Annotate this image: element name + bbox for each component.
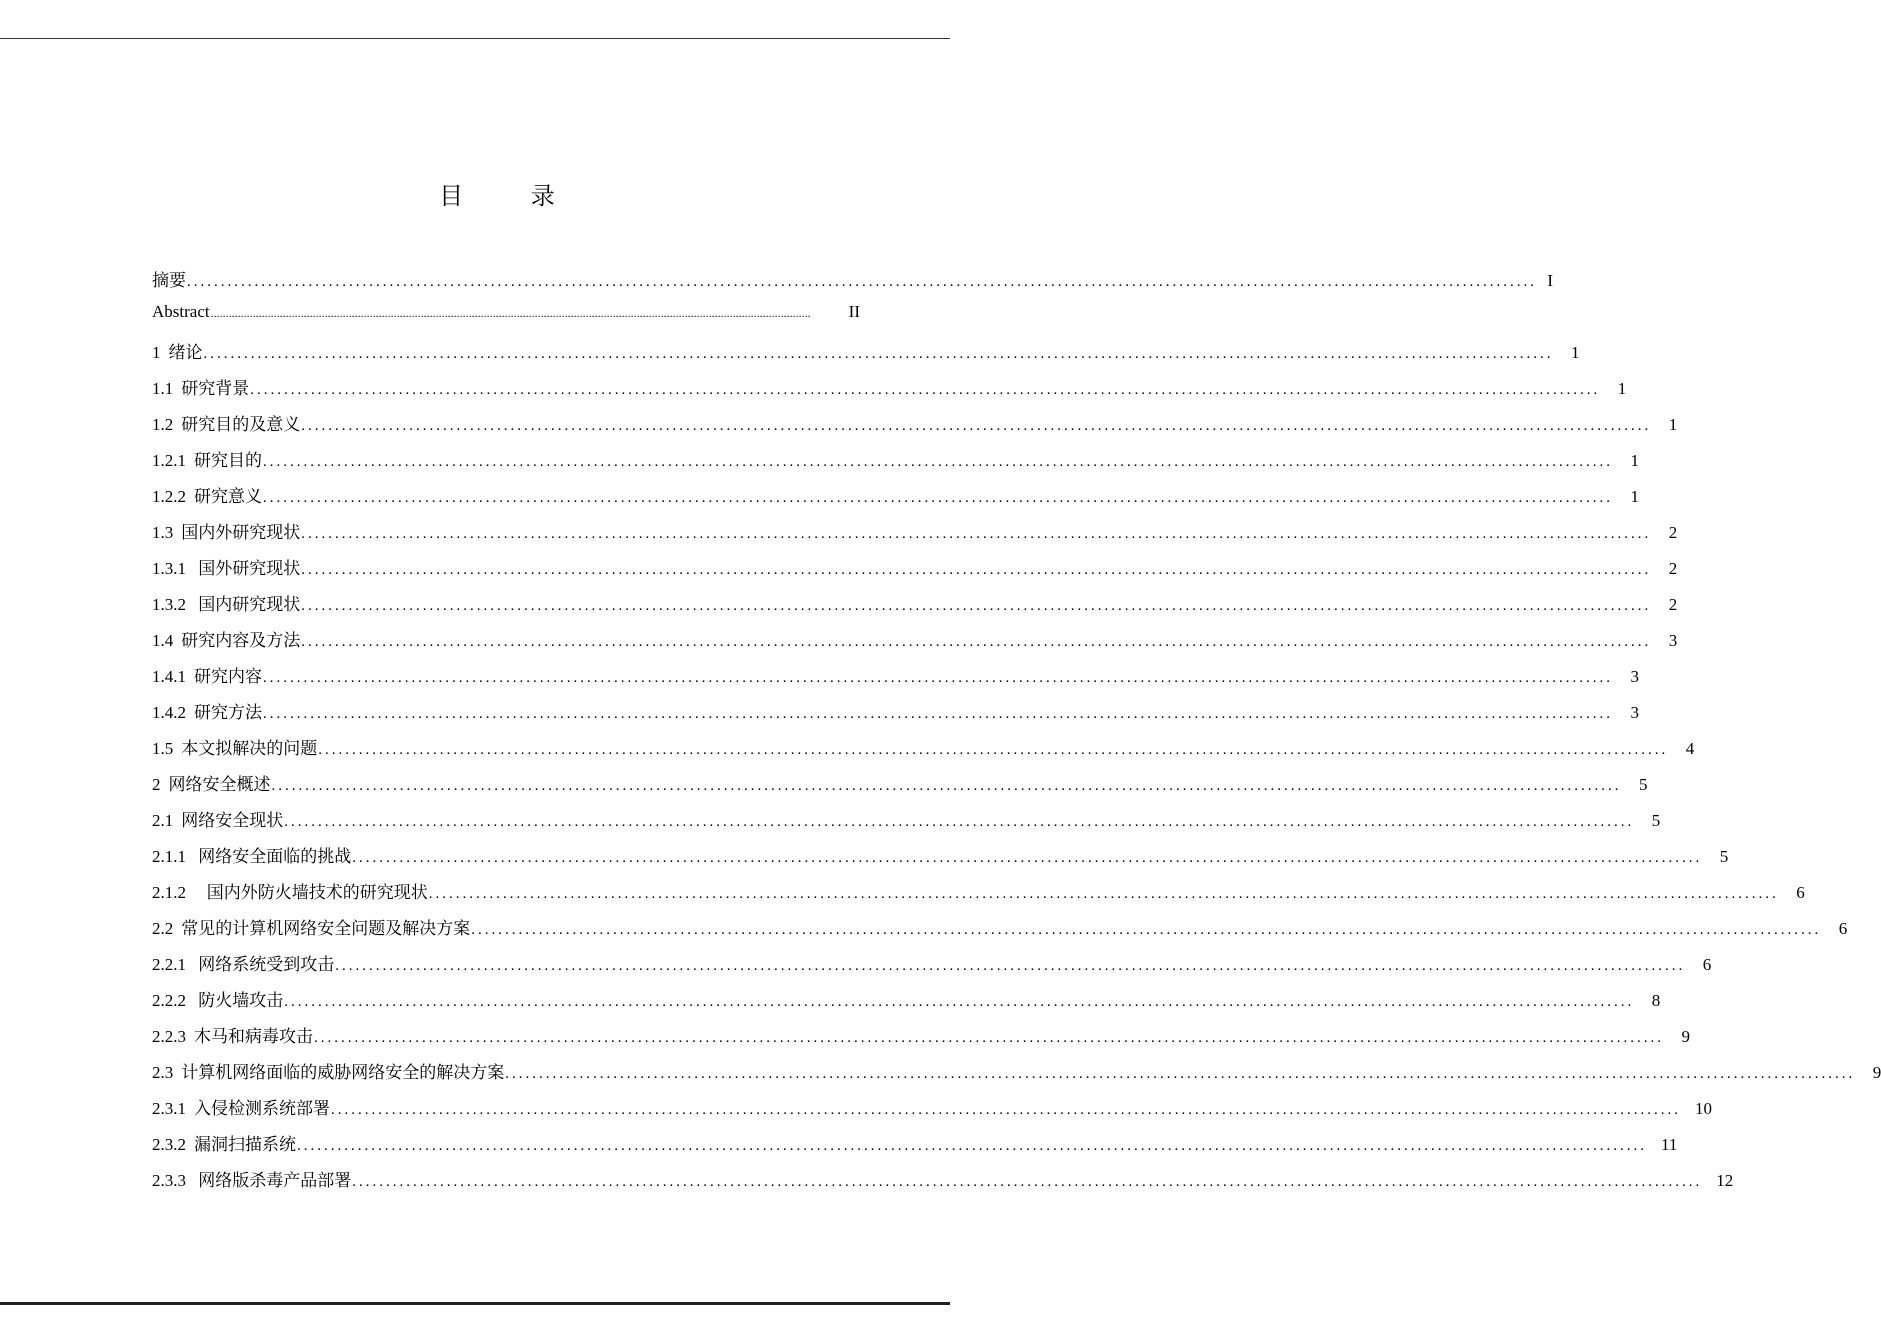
toc-entry-page: 6 (1702, 955, 1712, 974)
toc-entry[interactable] (152, 590, 1678, 626)
toc-entry-page: 2 (1668, 595, 1678, 614)
toc-entry[interactable] (152, 770, 1648, 806)
toc-entry-page: 6 (1838, 919, 1848, 938)
toc-entry-page: 5 (1651, 811, 1661, 830)
toc-entry-number: 2.2.3 (152, 1027, 186, 1046)
header-rule (0, 38, 950, 39)
toc-entry[interactable] (152, 878, 1805, 914)
toc-entry-title: 网络安全面临的挑战 (194, 847, 352, 866)
toc-entry[interactable] (152, 1130, 1678, 1166)
toc-entry[interactable] (152, 698, 1639, 734)
toc-entry-page: 6 (1796, 883, 1805, 902)
toc-entry-title: 国外研究现状 (194, 559, 301, 578)
toc-entry-number: 2.1.1 (152, 847, 186, 866)
toc-entry-number: 1.3 (152, 523, 174, 542)
toc-entry-page: 1 (1630, 487, 1639, 506)
toc-entry[interactable] (152, 1166, 1734, 1202)
toc-entry-number: 1.3.2 (152, 595, 186, 614)
toc-entry-title: 国内外研究现状 (181, 523, 301, 542)
toc-entry-number: 2.2.2 (152, 991, 186, 1010)
dot-leader: ........................................................................................................................................................................................................ (314, 1030, 1664, 1046)
toc-entry-title: Abstract (152, 302, 210, 321)
toc-entry[interactable] (152, 914, 1848, 950)
toc-entry-title: 漏洞扫描系统 (194, 1135, 296, 1154)
toc-entry-page: 3 (1668, 631, 1678, 650)
toc-entry-number: 2.3.1 (152, 1099, 186, 1118)
dot-leader: ........................................................................................................................................................................................................ (263, 706, 1613, 722)
toc-entry-number: 1.4.1 (152, 667, 186, 686)
toc-entry-title: 本文拟解决的问题 (181, 739, 318, 758)
dot-leader: ........................................................................................................................................................................................................ (335, 958, 1686, 974)
toc-entry-number: 2 (152, 775, 161, 794)
toc-entry-page: 2 (1668, 559, 1678, 578)
toc-entry-number: 2.2 (152, 919, 174, 938)
toc-entry[interactable] (152, 266, 1553, 302)
toc-entry-number: 1.2.2 (152, 487, 186, 506)
toc-entry-title: 网络系统受到攻击 (194, 955, 335, 974)
toc-entry-title: 常见的计算机网络安全问题及解决方案 (181, 919, 471, 938)
toc-entry-page: 9 (1681, 1027, 1690, 1046)
toc-entry-title: 研究意义 (194, 487, 262, 506)
dot-leader: ........................................................................................................................................................................................................ (505, 1066, 1856, 1082)
toc-entry-number: 1.5 (152, 739, 174, 758)
toc-entry-title: 网络安全概述 (168, 775, 271, 794)
toc-entry-number: 2.2.1 (152, 955, 186, 974)
toc-entry[interactable] (152, 1058, 1881, 1094)
toc-entry-title: 计算机网络面临的威胁网络安全的解决方案 (181, 1063, 505, 1082)
toc-entry-title: 国内研究现状 (194, 595, 301, 614)
toc-entry[interactable] (152, 374, 1627, 410)
toc-entry-number: 1.2.1 (152, 451, 186, 470)
toc-entry-page: 2 (1668, 523, 1678, 542)
toc-entry-page: 1 (1617, 379, 1627, 398)
toc-entry-number: 2.3.3 (152, 1171, 186, 1190)
dot-leader: ........................................................................................................................................................................................................ (284, 994, 1635, 1010)
toc-entry[interactable] (152, 338, 1580, 374)
toc-entry[interactable] (152, 986, 1661, 1022)
toc-entry[interactable] (152, 626, 1678, 662)
toc-entry-number: 1.4 (152, 631, 174, 650)
toc-entry-page: 11 (1661, 1135, 1678, 1154)
toc-entry-title: 研究目的 (194, 451, 262, 470)
toc-entry-page: II (848, 302, 860, 321)
dot-leader: ........................................................................................................................................................................................................ (331, 1102, 1681, 1118)
toc-entry[interactable] (152, 806, 1661, 842)
toc-entry-page: 1 (1571, 343, 1580, 362)
toc-entry-page: I (1547, 271, 1553, 290)
dot-leader: ........................................................................................................................................................................................................ (284, 814, 1635, 830)
toc-entry[interactable] (152, 1022, 1690, 1058)
toc-entry[interactable] (152, 734, 1695, 770)
toc-entry-number: 2.3.2 (152, 1135, 186, 1154)
toc-entry-page: 9 (1872, 1063, 1881, 1082)
toc-entry-title: 绪论 (168, 343, 203, 362)
toc-entry[interactable] (152, 302, 860, 338)
toc-entry-title: 木马和病毒攻击 (194, 1027, 313, 1046)
dot-leader: ........................................................................................................................................................................................................ (471, 922, 1822, 938)
toc-entry[interactable] (152, 950, 1712, 986)
dot-leader: ........................................................................................................................................................................................................ (263, 454, 1613, 470)
toc-entry-page: 3 (1630, 667, 1639, 686)
dot-leader: ........................................................................................................................................................................................................ (428, 886, 1779, 902)
dot-leader: ........................................................................................................................................................................................................ (263, 670, 1613, 686)
toc-entry-number: 2.3 (152, 1063, 174, 1082)
toc-entry-page: 8 (1651, 991, 1661, 1010)
toc-entry-number: 2.1.2 (152, 883, 186, 902)
toc-entry-page: 1 (1630, 451, 1639, 470)
toc-entry[interactable] (152, 482, 1639, 518)
toc-entry-title: 网络版杀毒产品部署 (194, 1171, 352, 1190)
toc-entry[interactable] (152, 518, 1678, 554)
dot-leader: ........................................................................................................................................................................................................ (318, 742, 1669, 758)
toc-entry-title: 研究背景 (181, 379, 250, 398)
dot-leader: ........................................................................................................................................................................................................ (352, 1174, 1703, 1190)
toc-entry-number: 1.3.1 (152, 559, 186, 578)
toc-entry-number: 1 (152, 343, 161, 362)
page-title: 目 录 (439, 182, 585, 210)
toc-entry-number: 1.2 (152, 415, 174, 434)
toc-entry-page: 1 (1668, 415, 1678, 434)
toc-entry-title: 研究内容及方法 (181, 631, 301, 650)
toc-entry-title: 防火墙攻击 (194, 991, 284, 1010)
toc-entry-page: 12 (1716, 1171, 1734, 1190)
toc-entry[interactable] (152, 842, 1729, 878)
toc-entry-page: 3 (1630, 703, 1639, 722)
toc-entry-title: 网络安全现状 (181, 811, 284, 830)
toc-entry-title: 研究目的及意义 (181, 415, 301, 434)
toc-entry-page: 10 (1695, 1099, 1712, 1118)
toc-entry-page: 4 (1685, 739, 1695, 758)
dot-leader: ........................................................................................................................................................................................................ (263, 490, 1613, 506)
toc-entry-title: 研究内容 (194, 667, 262, 686)
toc-entry[interactable] (152, 554, 1678, 590)
toc-entry[interactable] (152, 410, 1678, 446)
toc-entry[interactable] (152, 446, 1639, 482)
dot-leader: ........................................................................................................................................................................................................ (301, 418, 1652, 434)
toc-entry-page: 5 (1719, 847, 1729, 866)
dot-leader: ........................................................................................................................................................................................................ (301, 526, 1652, 542)
toc-entry[interactable] (152, 1094, 1712, 1130)
footer-rule (0, 1302, 950, 1305)
toc-entry-page: 5 (1639, 775, 1648, 794)
dot-leader: ........................................................................................................................................................................................................ (352, 850, 1703, 866)
dot-leader: ........................................................................................................................................................................................................ (301, 562, 1652, 578)
dot-leader: ........................................................................................................................................................................................................ (301, 598, 1652, 614)
toc-entry-title: 摘要 (152, 271, 186, 290)
toc-entry-number: 1.1 (152, 379, 174, 398)
dot-leader: ........................................................................................................................................................................................................ (271, 778, 1622, 794)
dot-leader: ........................................................................................................................................................................................................ (210, 306, 811, 320)
toc-entry[interactable] (152, 662, 1639, 698)
toc-entry-number: 1.4.2 (152, 703, 186, 722)
toc-entry-title: 国内外防火墙技术的研究现状 (194, 883, 428, 902)
dot-leader: ........................................................................................................................................................................................................ (187, 274, 1537, 290)
dot-leader: ........................................................................................................................................................................................................ (203, 346, 1554, 362)
dot-leader: ........................................................................................................................................................................................................ (250, 382, 1601, 398)
dot-leader: ........................................................................................................................................................................................................ (297, 1138, 1647, 1154)
toc-entry-number: 2.1 (152, 811, 174, 830)
table-of-contents (152, 266, 1881, 1202)
toc-entry-title: 研究方法 (194, 703, 262, 722)
toc-entry-title: 入侵检测系统部署 (194, 1099, 330, 1118)
dot-leader: ........................................................................................................................................................................................................ (301, 634, 1652, 650)
